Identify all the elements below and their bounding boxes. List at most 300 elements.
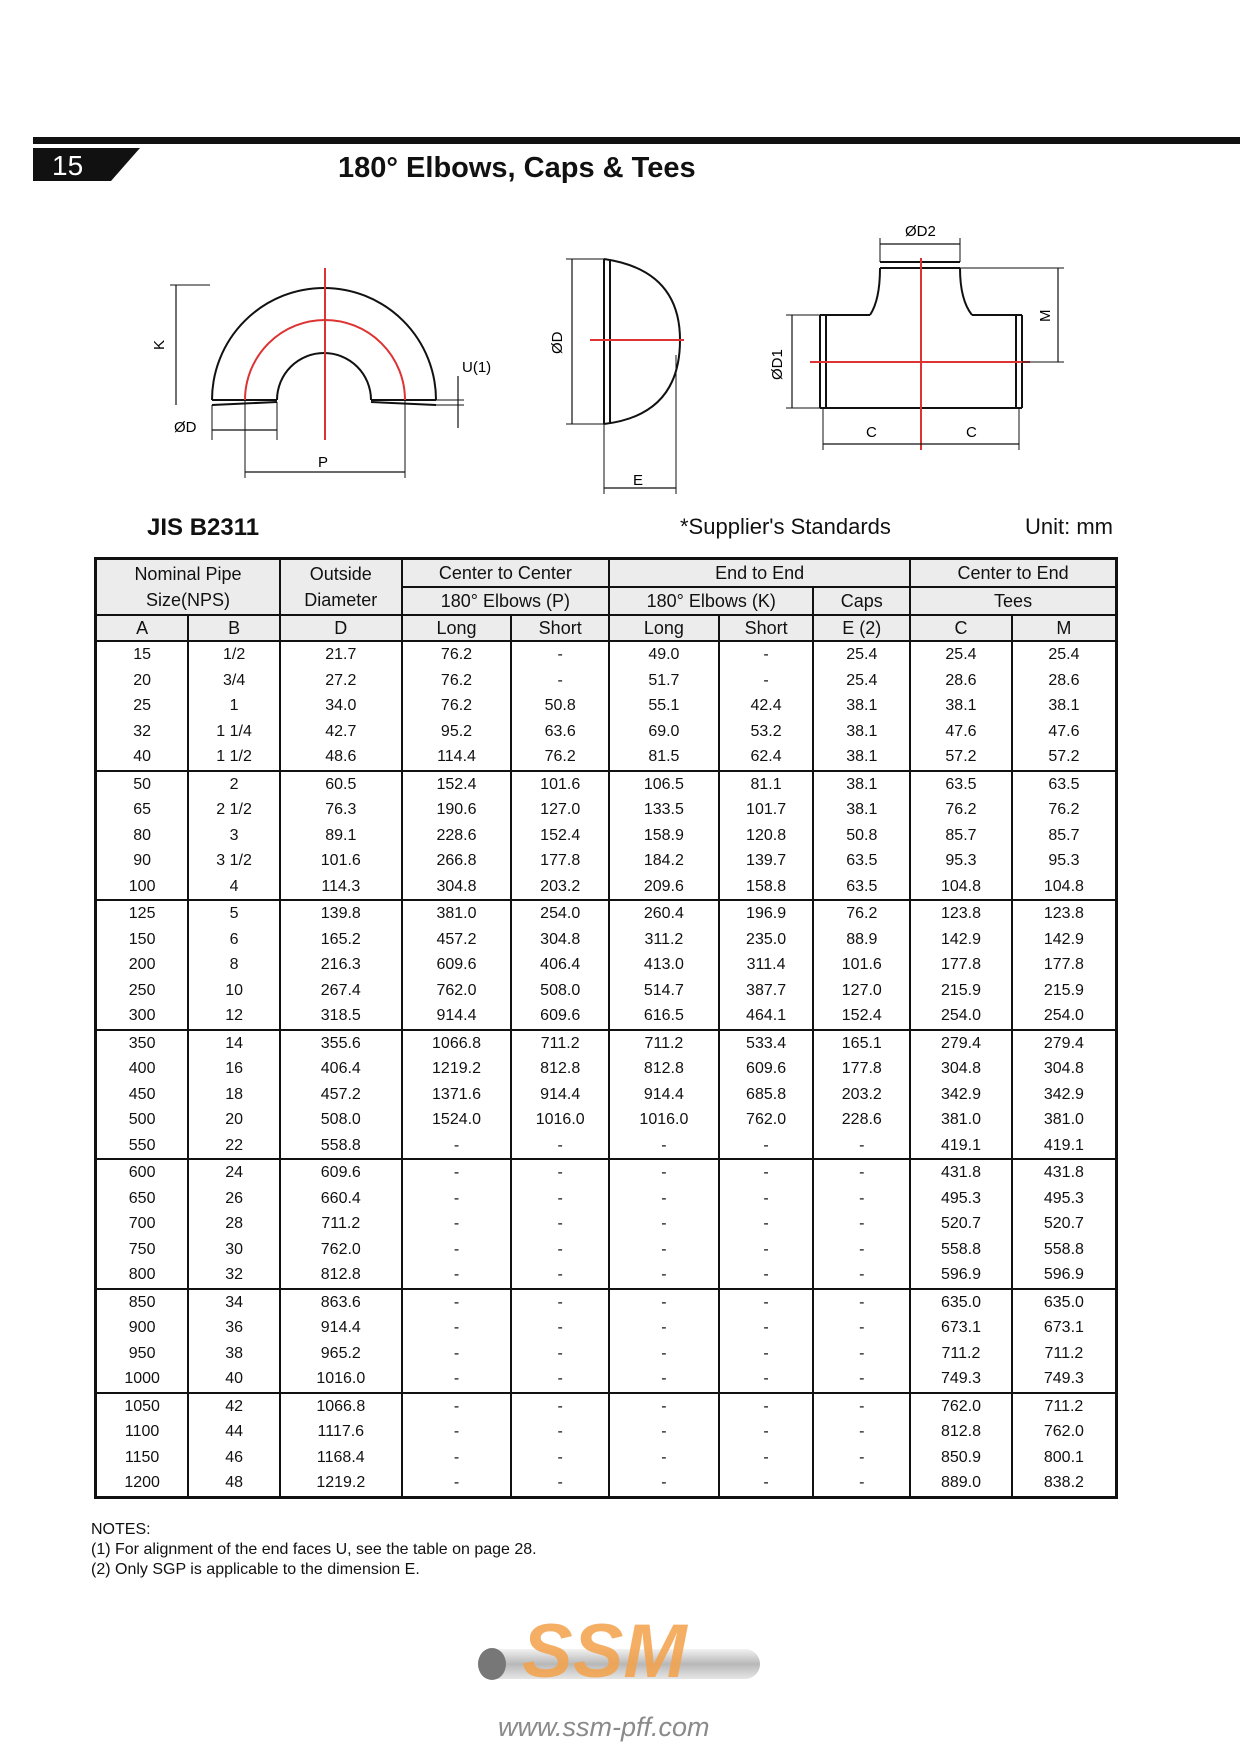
table-row	[96, 823, 1117, 849]
table-cell: 38.1	[813, 744, 910, 771]
table-cell: 3	[188, 823, 280, 849]
note-2: (2) Only SGP is applicable to the dimension E.	[91, 1561, 420, 1578]
table-cell: 85.7	[910, 823, 1012, 849]
table-cell: 51.7	[609, 668, 719, 694]
table-cell: 914.4	[609, 1082, 719, 1108]
table-cell: 711.2	[1012, 1341, 1117, 1367]
table-cell: 76.2	[910, 797, 1012, 823]
table-cell: 127.0	[813, 978, 910, 1004]
table-cell: 495.3	[910, 1186, 1012, 1212]
table-cell: 279.4	[910, 1030, 1012, 1057]
table-cell: 63.6	[511, 719, 609, 745]
table-cell: 76.2	[1012, 797, 1117, 823]
table-row	[96, 1082, 1117, 1108]
table-cell: -	[813, 1419, 910, 1445]
table-cell: 40	[188, 1366, 280, 1393]
col-header: M	[1012, 615, 1117, 641]
table-cell: 419.1	[1012, 1133, 1117, 1160]
table-cell: 38.1	[813, 797, 910, 823]
table-cell: 889.0	[910, 1470, 1012, 1497]
table-cell: 209.6	[609, 874, 719, 901]
col-header: E (2)	[813, 615, 910, 641]
table-cell: 142.9	[910, 927, 1012, 953]
table-cell: 1200	[96, 1470, 189, 1497]
table-cell: 279.4	[1012, 1030, 1117, 1057]
table-cell: -	[609, 1186, 719, 1212]
table-cell: -	[719, 668, 814, 694]
table-cell: -	[511, 1186, 609, 1212]
table-row	[96, 978, 1117, 1004]
table-cell: 749.3	[910, 1366, 1012, 1393]
table-cell: 203.2	[511, 874, 609, 901]
table-cell: 711.2	[609, 1030, 719, 1057]
table-cell: 1/2	[188, 641, 280, 668]
table-cell: 104.8	[910, 874, 1012, 901]
table-row	[96, 668, 1117, 694]
header-caps: Caps	[813, 587, 910, 615]
table-cell: 304.8	[402, 874, 512, 901]
table-cell: 254.0	[511, 900, 609, 927]
header-elbows-k: 180° Elbows (K)	[609, 587, 813, 615]
table-cell: -	[511, 1393, 609, 1420]
table-cell: 106.5	[609, 771, 719, 798]
table-cell: -	[511, 1211, 609, 1237]
table-cell: 304.8	[910, 1056, 1012, 1082]
table-cell: 184.2	[609, 848, 719, 874]
header-center-to-end: Center to End	[910, 559, 1116, 588]
table-cell: -	[813, 1237, 910, 1263]
table-cell: 177.8	[813, 1056, 910, 1082]
table-cell: 177.8	[511, 848, 609, 874]
table-cell: 673.1	[1012, 1315, 1117, 1341]
table-cell: 48	[188, 1470, 280, 1497]
table-cell: 21.7	[280, 641, 402, 668]
table-row	[96, 1211, 1117, 1237]
table-cell: 812.8	[511, 1056, 609, 1082]
table-cell: 38	[188, 1341, 280, 1367]
column-headers	[96, 615, 1117, 641]
table-cell: 800	[96, 1262, 189, 1289]
table-cell: 10	[188, 978, 280, 1004]
table-cell: -	[719, 1470, 814, 1497]
table-cell: 101.6	[813, 952, 910, 978]
table-cell: 318.5	[280, 1003, 402, 1030]
table-cell: 250	[96, 978, 189, 1004]
table-cell: 495.3	[1012, 1186, 1117, 1212]
table-cell: -	[719, 641, 814, 668]
table-cell: -	[719, 1262, 814, 1289]
table-cell: 1	[188, 693, 280, 719]
table-cell: 350	[96, 1030, 189, 1057]
table-row	[96, 1237, 1117, 1263]
table-cell: 25.4	[813, 641, 910, 668]
table-cell: -	[511, 1341, 609, 1367]
table-cell: 8	[188, 952, 280, 978]
table-cell: 200	[96, 952, 189, 978]
table-cell: -	[609, 1315, 719, 1341]
table-cell: 55.1	[609, 693, 719, 719]
table-cell: 24	[188, 1159, 280, 1186]
table-cell: -	[402, 1211, 512, 1237]
table-cell: -	[719, 1186, 814, 1212]
table-cell: 114.4	[402, 744, 512, 771]
table-cell: -	[402, 1289, 512, 1316]
table-cell: 254.0	[910, 1003, 1012, 1030]
table-cell: 431.8	[1012, 1159, 1117, 1186]
table-cell: 267.4	[280, 978, 402, 1004]
table-cell: 60.5	[280, 771, 402, 798]
table-cell: 750	[96, 1237, 189, 1263]
table-cell: 533.4	[719, 1030, 814, 1057]
table-cell: 57.2	[910, 744, 1012, 771]
table-cell: 650	[96, 1186, 189, 1212]
table-cell: 381.0	[402, 900, 512, 927]
table-cell: 38.1	[910, 693, 1012, 719]
tee-c1-label: C	[866, 424, 877, 441]
table-cell: 600	[96, 1159, 189, 1186]
page-tab	[33, 148, 140, 181]
table-cell: 228.6	[402, 823, 512, 849]
table-cell: -	[511, 668, 609, 694]
table-cell: 50.8	[511, 693, 609, 719]
page-title: 180° Elbows, Caps & Tees	[338, 152, 696, 184]
table-cell: 120.8	[719, 823, 814, 849]
website-url: www.ssm-pff.com	[498, 1712, 710, 1742]
table-cell: 20	[188, 1107, 280, 1133]
table-cell: 965.2	[280, 1341, 402, 1367]
table-cell: -	[719, 1133, 814, 1160]
table-cell: -	[719, 1419, 814, 1445]
table-cell: 25.4	[1012, 641, 1117, 668]
table-cell: 1016.0	[511, 1107, 609, 1133]
table-cell: 355.6	[280, 1030, 402, 1057]
table-cell: 381.0	[1012, 1107, 1117, 1133]
table-cell: -	[402, 1470, 512, 1497]
table-cell: -	[813, 1289, 910, 1316]
table-cell: -	[511, 1366, 609, 1393]
table-cell: 1168.4	[280, 1445, 402, 1471]
table-cell: 57.2	[1012, 744, 1117, 771]
table-cell: 15	[96, 641, 189, 668]
table-cell: -	[719, 1366, 814, 1393]
table-cell: 3/4	[188, 668, 280, 694]
table-cell: 25.4	[813, 668, 910, 694]
table-cell: 63.5	[1012, 771, 1117, 798]
table-cell: -	[609, 1393, 719, 1420]
table-cell: -	[813, 1445, 910, 1471]
table-cell: -	[402, 1262, 512, 1289]
col-header: Long	[609, 615, 719, 641]
cap-od-label: ØD	[549, 331, 566, 354]
table-cell: 914.4	[402, 1003, 512, 1030]
table-cell: 27.2	[280, 668, 402, 694]
table-cell: -	[609, 1159, 719, 1186]
table-cell: 609.6	[402, 952, 512, 978]
table-cell: -	[813, 1186, 910, 1212]
table-cell: -	[402, 1159, 512, 1186]
page-number: 15	[52, 150, 84, 181]
table-cell: 95.3	[1012, 848, 1117, 874]
table-cell: 3 1/2	[188, 848, 280, 874]
table-cell: 40	[96, 744, 189, 771]
table-cell: 14	[188, 1030, 280, 1057]
table-cell: -	[511, 1133, 609, 1160]
table-cell: 76.2	[402, 693, 512, 719]
table-cell: 235.0	[719, 927, 814, 953]
table-cell: 635.0	[910, 1289, 1012, 1316]
table-cell: -	[609, 1237, 719, 1263]
header-center-to-center: Center to Center	[402, 559, 609, 588]
table-cell: 85.7	[1012, 823, 1117, 849]
table-cell: 165.2	[280, 927, 402, 953]
table-cell: 660.4	[280, 1186, 402, 1212]
table-cell: -	[511, 1470, 609, 1497]
cap-e-label: E	[633, 472, 644, 489]
table-cell: 1016.0	[609, 1107, 719, 1133]
table-cell: 711.2	[280, 1211, 402, 1237]
table-body	[96, 641, 1117, 1497]
table-cell: -	[609, 1289, 719, 1316]
table-cell: 100	[96, 874, 189, 901]
table-cell: 1117.6	[280, 1419, 402, 1445]
table-cell: 914.4	[511, 1082, 609, 1108]
table-cell: 69.0	[609, 719, 719, 745]
table-cell: 850.9	[910, 1445, 1012, 1471]
table-cell: 16	[188, 1056, 280, 1082]
table-cell: 419.1	[910, 1133, 1012, 1160]
table-cell: 673.1	[910, 1315, 1012, 1341]
elbow-k-label: K	[151, 339, 168, 350]
table-cell: 609.6	[280, 1159, 402, 1186]
table-cell: 50.8	[813, 823, 910, 849]
table-cell: 152.4	[402, 771, 512, 798]
table-row	[96, 1341, 1117, 1367]
table-cell: 5	[188, 900, 280, 927]
table-cell: 88.9	[813, 927, 910, 953]
table-cell: 1219.2	[280, 1470, 402, 1497]
table-cell: 762.0	[719, 1107, 814, 1133]
table-cell: 850	[96, 1289, 189, 1316]
table-cell: -	[719, 1237, 814, 1263]
table-row	[96, 1186, 1117, 1212]
table-cell: 812.8	[280, 1262, 402, 1289]
table-cell: 1524.0	[402, 1107, 512, 1133]
table-cell: 635.0	[1012, 1289, 1117, 1316]
table-row	[96, 900, 1117, 927]
table-cell: 838.2	[1012, 1470, 1117, 1497]
tee-od2-label: ØD2	[905, 223, 936, 240]
ssm-logo	[470, 1605, 770, 1705]
table-cell: 387.7	[719, 978, 814, 1004]
table-cell: 228.6	[813, 1107, 910, 1133]
table-cell: -	[609, 1211, 719, 1237]
table-cell: 114.3	[280, 874, 402, 901]
table-cell: 152.4	[813, 1003, 910, 1030]
table-cell: 1066.8	[280, 1393, 402, 1420]
table-cell: 812.8	[609, 1056, 719, 1082]
table-cell: -	[402, 1133, 512, 1160]
table-cell: 81.1	[719, 771, 814, 798]
table-row	[96, 693, 1117, 719]
table-cell: 63.5	[910, 771, 1012, 798]
table-cell: 1219.2	[402, 1056, 512, 1082]
table-cell: 22	[188, 1133, 280, 1160]
table-cell: 133.5	[609, 797, 719, 823]
table-cell: 1016.0	[280, 1366, 402, 1393]
table-cell: -	[402, 1341, 512, 1367]
table-cell: 38.1	[813, 693, 910, 719]
table-cell: 558.8	[910, 1237, 1012, 1263]
tee-od1-label: ØD1	[769, 349, 786, 380]
header-outside-diameter: Outside Diameter	[280, 559, 402, 616]
table-cell: 46	[188, 1445, 280, 1471]
table-cell: 1 1/4	[188, 719, 280, 745]
table-cell: 311.2	[609, 927, 719, 953]
table-cell: 1 1/2	[188, 744, 280, 771]
table-cell: 900	[96, 1315, 189, 1341]
table-cell: 142.9	[1012, 927, 1117, 953]
table-cell: 65	[96, 797, 189, 823]
table-cell: 266.8	[402, 848, 512, 874]
elbow-u-label: U(1)	[462, 359, 492, 376]
table-cell: 711.2	[511, 1030, 609, 1057]
table-cell: 520.7	[910, 1211, 1012, 1237]
table-cell: 38.1	[813, 771, 910, 798]
table-cell: 76.2	[402, 668, 512, 694]
table-cell: 101.6	[280, 848, 402, 874]
table-row	[96, 848, 1117, 874]
table-cell: 12	[188, 1003, 280, 1030]
table-cell: -	[609, 1366, 719, 1393]
table-cell: 616.5	[609, 1003, 719, 1030]
table-cell: 18	[188, 1082, 280, 1108]
col-header: C	[910, 615, 1012, 641]
table-cell: 950	[96, 1341, 189, 1367]
table-cell: 150	[96, 927, 189, 953]
table-cell: 812.8	[910, 1419, 1012, 1445]
table-cell: 520.7	[1012, 1211, 1117, 1237]
table-cell: -	[813, 1470, 910, 1497]
table-cell: 450	[96, 1082, 189, 1108]
table-cell: 48.6	[280, 744, 402, 771]
table-cell: 1150	[96, 1445, 189, 1471]
elbow-diagram	[170, 268, 464, 478]
table-cell: -	[511, 1237, 609, 1263]
table-cell: 508.0	[511, 978, 609, 1004]
table-cell: -	[609, 1419, 719, 1445]
table-cell: 28.6	[910, 668, 1012, 694]
table-row	[96, 1107, 1117, 1133]
table-cell: 457.2	[402, 927, 512, 953]
table-cell: -	[402, 1445, 512, 1471]
table-cell: 95.3	[910, 848, 1012, 874]
table-cell: 34	[188, 1289, 280, 1316]
technical-diagrams	[0, 210, 1240, 510]
table-cell: 123.8	[1012, 900, 1117, 927]
table-row	[96, 771, 1117, 798]
cap-diagram	[566, 259, 684, 494]
table-cell: -	[719, 1341, 814, 1367]
table-cell: 53.2	[719, 719, 814, 745]
table-cell: -	[511, 1315, 609, 1341]
table-cell: 1000	[96, 1366, 189, 1393]
header-rule	[33, 137, 1240, 144]
table-cell: -	[813, 1393, 910, 1420]
table-cell: 104.8	[1012, 874, 1117, 901]
table-cell: 215.9	[1012, 978, 1117, 1004]
table-cell: -	[813, 1315, 910, 1341]
table-row	[96, 1289, 1117, 1316]
table-row	[96, 952, 1117, 978]
table-cell: 42.7	[280, 719, 402, 745]
col-header: Short	[719, 615, 814, 641]
table-cell: 685.8	[719, 1082, 814, 1108]
table-row	[96, 1159, 1117, 1186]
table-cell: 596.9	[910, 1262, 1012, 1289]
table-cell: -	[609, 1470, 719, 1497]
table-cell: 127.0	[511, 797, 609, 823]
table-row	[96, 1056, 1117, 1082]
table-cell: 49.0	[609, 641, 719, 668]
table-cell: 203.2	[813, 1082, 910, 1108]
header-nominal-pipe-size: Nominal Pipe Size(NPS)	[96, 559, 280, 616]
table-cell: 413.0	[609, 952, 719, 978]
table-cell: 90	[96, 848, 189, 874]
table-cell: 28	[188, 1211, 280, 1237]
table-cell: -	[719, 1289, 814, 1316]
table-cell: 38.1	[813, 719, 910, 745]
header-end-to-end: End to End	[609, 559, 910, 588]
table-cell: -	[813, 1341, 910, 1367]
table-cell: -	[402, 1419, 512, 1445]
table-cell: 311.4	[719, 952, 814, 978]
table-cell: -	[511, 1159, 609, 1186]
table-cell: 500	[96, 1107, 189, 1133]
table-cell: 457.2	[280, 1082, 402, 1108]
table-cell: 139.8	[280, 900, 402, 927]
table-cell: -	[609, 1262, 719, 1289]
table-cell: 762.0	[1012, 1419, 1117, 1445]
table-cell: 20	[96, 668, 189, 694]
table-cell: -	[813, 1133, 910, 1160]
table-row	[96, 1133, 1117, 1160]
table-cell: 196.9	[719, 900, 814, 927]
table-cell: 76.3	[280, 797, 402, 823]
table-cell: 28.6	[1012, 668, 1117, 694]
table-cell: 177.8	[1012, 952, 1117, 978]
table-cell: 216.3	[280, 952, 402, 978]
table-cell: -	[402, 1393, 512, 1420]
table-cell: 44	[188, 1419, 280, 1445]
table-cell: 300	[96, 1003, 189, 1030]
table-cell: 381.0	[910, 1107, 1012, 1133]
table-cell: -	[402, 1186, 512, 1212]
table-cell: 25.4	[910, 641, 1012, 668]
table-cell: 152.4	[511, 823, 609, 849]
table-cell: -	[402, 1237, 512, 1263]
table-cell: -	[511, 1445, 609, 1471]
table-cell: 1371.6	[402, 1082, 512, 1108]
table-cell: 76.2	[402, 641, 512, 668]
table-cell: -	[719, 1211, 814, 1237]
table-cell: -	[609, 1341, 719, 1367]
table-cell: 558.8	[280, 1133, 402, 1160]
table-cell: 609.6	[719, 1056, 814, 1082]
col-header: D	[280, 615, 402, 641]
table-cell: 42.4	[719, 693, 814, 719]
tee-c2-label: C	[966, 424, 977, 441]
header-elbows-p: 180° Elbows (P)	[402, 587, 609, 615]
